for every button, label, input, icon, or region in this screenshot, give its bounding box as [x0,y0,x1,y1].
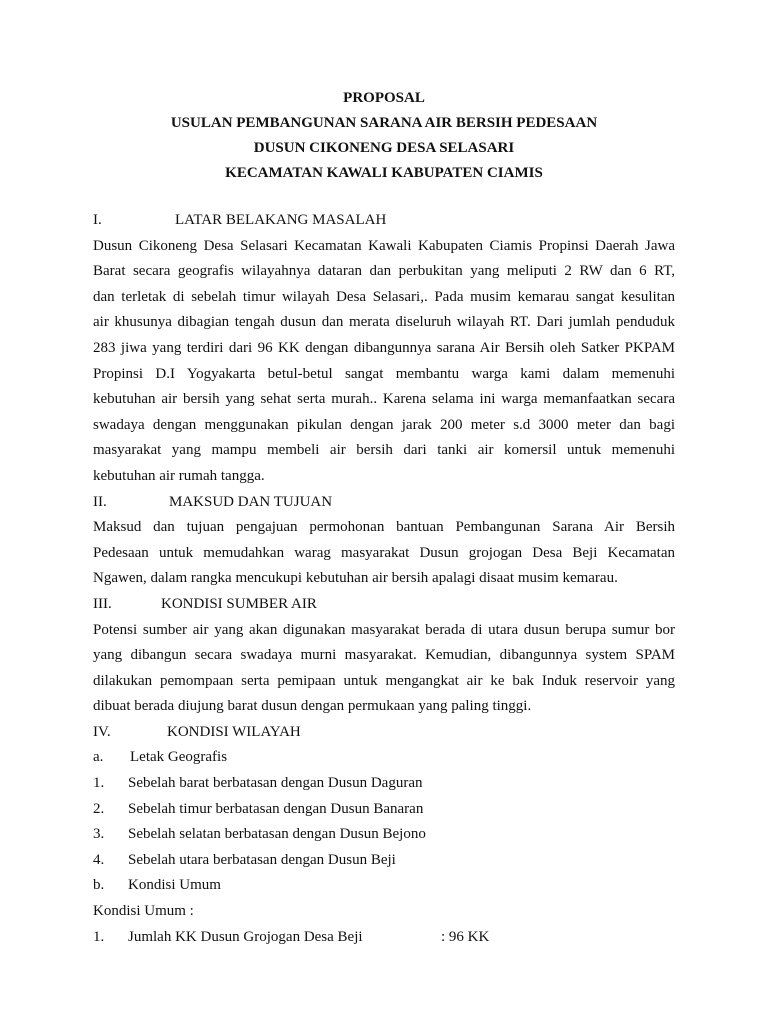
paragraph-sumber-air [93,618,675,720]
paragraph-line: dibuat berada diujung barat dusun dengan permukaan yang paling tinggi. [93,698,532,715]
subsection-letter: a. [93,749,104,766]
subsection-title: Letak Geografis [130,749,228,766]
paragraph-line: Dusun Cikoneng Desa Selasari Kecamatan Kawali Kabupaten Ciamis Propinsi Daerah Jawa [93,237,675,254]
title-usulan: USULAN PEMBANGUNAN SARANA AIR BERSIH PEDESAAN [170,115,598,131]
document-title-block [0,86,768,186]
kk-count-row [93,925,675,951]
section-title: KONDISI WILAYAH [167,723,301,740]
paragraph-line: kebutuhan air rumah tangga. [93,467,265,484]
kondisi-umum-label: Kondisi Umum : [93,903,194,920]
title-dusun: DUSUN CIKONENG DESA SELASARI [253,140,515,156]
section-title: MAKSUD DAN TUJUAN [169,493,333,510]
list-text: Sebelah timur berbatasan dengan Dusun Banaran [128,800,424,817]
section-heading-sumber-air [93,592,675,618]
title-proposal: PROPOSAL [343,90,425,106]
paragraph-line: yang dibangun secara swadaya murni masyarakat. Kemudian, dibangunnya system SPAM [93,647,675,664]
paragraph-line: 283 jiwa yang terdiri dari 96 KK dengan dibangunnya sarana Air Bersih oleh Satker PKPAM [93,339,675,356]
title-kecamatan: KECAMATAN KAWALI KABUPATEN CIAMIS [225,165,543,181]
subsection-letak-geografis [93,745,675,771]
document-body [93,208,675,950]
paragraph-line: air khusunya dibagian tengah dusun dan merata diseluruh wilayah RT. Dari jumlah penduduk [93,314,675,331]
kk-value: : 96 KK [441,928,490,945]
section-number: II. [93,493,107,510]
paragraph-line: Barat secara geografis wilayahnya dataran dan perbukitan yang meliputi 2 RW dan 6 RT, [93,263,675,280]
border-item [93,771,675,797]
section-heading-maksud-tujuan [93,490,675,516]
border-item [93,797,675,823]
list-number: 4. [93,851,105,868]
list-number: 2. [93,800,105,817]
paragraph-line: dan terletak di sebelah timur wilayah Desa Selasari,. Pada musim kemarau sangat kesulitan [93,288,675,305]
paragraph-latar-belakang [93,234,675,490]
list-number: 3. [93,826,105,843]
section-title: LATAR BELAKANG MASALAH [175,212,387,228]
section-title: KONDISI SUMBER AIR [161,595,317,612]
list-text: Sebelah selatan berbatasan dengan Dusun Bejono [128,826,426,843]
paragraph-line: Pedesaan untuk memudahkan warag masyarakat Dusun grojogan Desa Beji Kecamatan [93,544,675,561]
section-heading-latar-belakang [93,208,675,234]
paragraph-line: dilakukan pemompaan serta pemipaan untuk mengangkat air ke bak Induk reservoir yang [93,672,675,689]
paragraph-line: Maksud dan tujuan pengajuan permohonan bantuan Pembangunan Sarana Air Bersih [93,519,675,536]
subsection-kondisi-umum [93,873,675,899]
section-heading-kondisi-wilayah [93,720,675,746]
paragraph-line: swadaya dengan menggunakan pikulan dengan jarak 200 meter s.d 3000 meter dan bagi [93,416,675,433]
subsection-title: Kondisi Umum [128,877,221,894]
subsection-letter: b. [93,877,105,894]
list-number: 1. [93,928,105,945]
paragraph-line: Potensi sumber air yang akan digunakan masyarakat berada di utara dusun berupa sumur bor [93,621,675,638]
section-number: IV. [93,723,111,740]
list-text: Sebelah utara berbatasan dengan Dusun Beji [128,851,396,868]
kk-label: Jumlah KK Dusun Grojogan Desa Beji [128,928,363,945]
paragraph-line: kebutuhan air bersih yang sehat serta murah.. Karena selama ini warga memanfaatkan secara [93,391,675,408]
paragraph-line: masyarakat yang mampu membeli air bersih dari tanki air komersil untuk memenuhi [93,442,675,459]
paragraph-line: Propinsi D.I Yogyakarta betul-betul sangat membantu warga kami dalam memenuhi [93,365,675,382]
section-number: III. [93,595,112,612]
paragraph-maksud-tujuan [93,515,675,592]
border-item [93,848,675,874]
section-number: I. [93,212,102,228]
border-item [93,822,675,848]
list-number: 1. [93,775,105,792]
list-text: Sebelah barat berbatasan dengan Dusun Daguran [128,775,423,792]
paragraph-line: Ngawen, dalam rangka mencukupi kebutuhan air bersih apalagi disaat musim kemarau. [93,570,618,587]
